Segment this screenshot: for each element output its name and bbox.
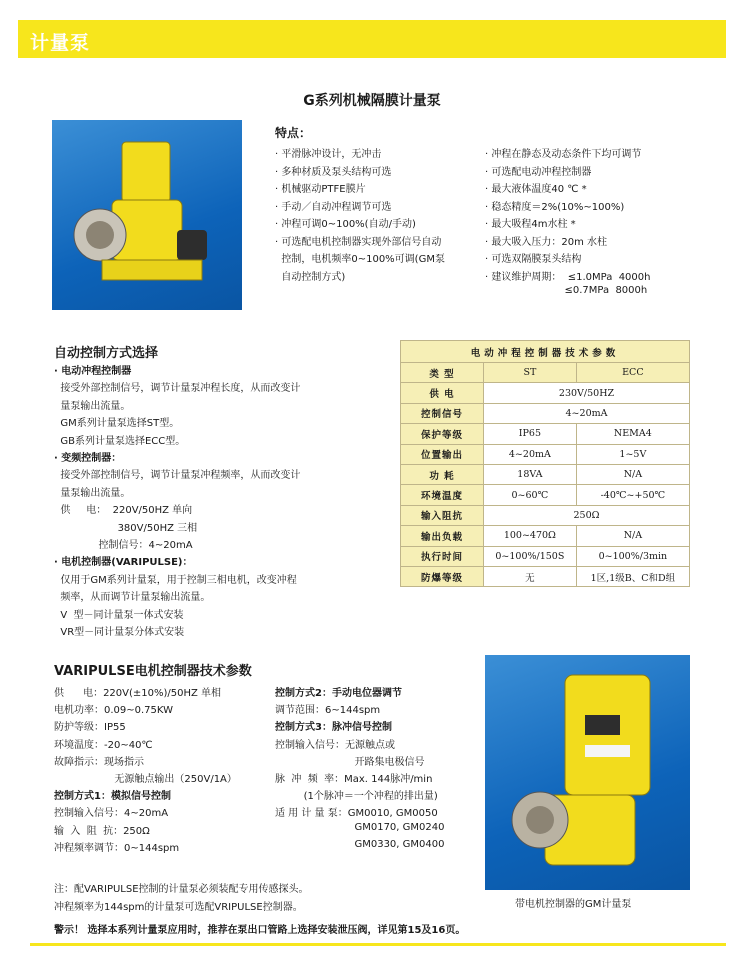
feat-right-line: ≤0.7MPa 8000h: [485, 285, 648, 296]
spec-cell: 18VA: [484, 464, 577, 484]
auto-lines-line: 控制信号：4~20mA: [54, 540, 193, 551]
spec-cell: 供 电: [401, 383, 484, 403]
auto-lines-line: 380V/50HZ 三相: [54, 522, 198, 534]
spec-cell: N/A: [576, 526, 689, 546]
feat-left-line: 自动控制方式): [275, 271, 346, 283]
spec-cell: 100~470Ω: [484, 526, 577, 546]
spec-cell: 0~100%/150S: [484, 546, 577, 566]
warning-text: 警示！ 选择本系列计量泵应用时，推荐在泵出口管路上选择安装泄压阀，详见第15及16页。: [54, 925, 466, 936]
spec-table-title: 电动冲程控制器技术参数: [401, 341, 690, 363]
spec-cell: 230V/50HZ: [484, 383, 690, 403]
vp-right-line: 控制方式3：脉冲信号控制: [275, 722, 392, 734]
vp-left-line: 无源触点输出（250V/1A）: [54, 774, 237, 785]
spec-cell: IP65: [484, 424, 577, 444]
spec-cell: 执行时间: [401, 546, 484, 566]
spec-table-body: [401, 383, 690, 587]
feat-left-line: · 手动／自动冲程调节可选: [275, 201, 392, 213]
spec-cell: 0~60℃: [484, 485, 577, 505]
header-bar: [18, 20, 726, 58]
spec-cell: 保护等级: [401, 424, 484, 444]
spec-row: [401, 546, 690, 566]
feat-right-line: · 最大液体温度40 ℃ *: [485, 184, 587, 195]
spec-cell: 控制信号: [401, 403, 484, 423]
spec-cell: 250Ω: [484, 505, 690, 525]
spec-row: [401, 526, 690, 546]
vp-left-line: 防护等级：IP55: [54, 722, 126, 734]
feat-left-line: · 可选配电机控制器实现外部信号自动: [275, 236, 442, 248]
feat-right-line: · 建议维护周期： ≤1.0MPa 4000h: [485, 271, 651, 283]
auto-lines-line: · 电机控制器(VARIPULSE)：: [54, 557, 193, 569]
feat-right-line: · 可选双隔膜泵头结构: [485, 254, 582, 265]
spec-row: [401, 424, 690, 444]
feat-right-line: · 可选配电动冲程控制器: [485, 166, 592, 178]
spec-cell: -40℃~+50℃: [576, 485, 689, 505]
feat-left-line: · 平滑脉冲设计，无冲击: [275, 149, 382, 160]
vp-right-line: 控制方式2：手动电位器调节: [275, 688, 402, 699]
auto-lines-line: 接受外部控制信号，调节计量泵冲程频率，从而改变计: [54, 470, 301, 482]
vp-left-line: 输 入 阻 抗：250Ω: [54, 825, 150, 837]
feat-left-line: · 冲程可调0~100%(自动/手动): [275, 219, 416, 230]
spec-row: [401, 505, 690, 525]
auto-lines-line: · 电动冲程控制器: [54, 366, 132, 377]
auto-control-heading: 自动控制方式选择: [54, 346, 159, 361]
spec-row: [401, 566, 690, 586]
pump-photo: [52, 120, 242, 310]
spec-cell: 防爆等级: [401, 566, 484, 586]
auto-lines-line: 接受外部控制信号，调节计量泵冲程长度，从而改变计: [54, 383, 301, 395]
spec-cell: NEMA4: [576, 424, 689, 444]
spec-header-type: 类 型: [401, 363, 484, 383]
feat-left-line: 控制，电机频率0~100%可调(GM泵: [275, 254, 445, 265]
spec-cell: 无: [484, 566, 577, 586]
auto-lines-line: 量泵输出流量。: [54, 400, 131, 412]
pump-controller-photo: [485, 655, 690, 890]
vp-left-line: 环境温度：-20~40℃: [54, 739, 153, 751]
feat-left-line: · 多种材质及泵头结构可选: [275, 166, 392, 178]
feat-right-line: · 稳态精度＝2%(10%~100%): [485, 201, 625, 213]
header-title: 计量泵: [30, 32, 91, 54]
note-line-2: 冲程频率为144spm的计量泵可选配VRIPULSE控制器。: [54, 902, 303, 913]
spec-cell: 功 耗: [401, 464, 484, 484]
auto-lines-line: GM系列计量泵选择ST型。: [54, 418, 180, 430]
auto-lines-line: 量泵输出流量。: [54, 487, 131, 499]
spec-cell: 1区,1级B、C和D组: [576, 566, 689, 586]
spec-cell: 输出负载: [401, 526, 484, 546]
spec-cell: N/A: [576, 464, 689, 484]
feat-right-line: · 冲程在静态及动态条件下均可调节: [485, 149, 642, 160]
vp-left-line: 冲程频率调节：0~144spm: [54, 842, 180, 854]
feat-left-line: · 机械驱动PTFE膜片: [275, 184, 366, 195]
vp-right-line: 开路集电极信号: [275, 756, 425, 768]
auto-lines-line: · 变频控制器：: [54, 453, 122, 464]
spec-row: [401, 464, 690, 484]
spec-cell: 位置输出: [401, 444, 484, 464]
spec-row: [401, 485, 690, 505]
spec-cell: 环境温度: [401, 485, 484, 505]
varipulse-heading: VARIPULSE电机控制器技术参数: [54, 664, 252, 679]
spec-table: [400, 340, 690, 587]
vp-right-line: GM0330, GM0400: [275, 838, 445, 850]
vp-left-line: 控制输入信号：4~20mA: [54, 808, 169, 820]
pump-controller-image: [485, 655, 690, 890]
spec-header-ecc: ECC: [576, 363, 689, 383]
pump-image: [52, 120, 242, 310]
spec-row: [401, 383, 690, 403]
spec-row: [401, 403, 690, 423]
vp-left-line: 故障指示：现场指示: [54, 756, 144, 768]
note-line-1: 注：配VARIPULSE控制的计量泵必须装配专用传感探头。: [54, 884, 309, 895]
vp-right-line: 控制输入信号：无源触点或: [275, 739, 395, 751]
spec-header-st: ST: [484, 363, 577, 383]
vp-left-line: 电机功率：0.09~0.75KW: [54, 705, 173, 717]
vp-right-line: 调节范围：6~144spm: [275, 705, 381, 717]
auto-lines-line: V 型－同计量泵一体式安装: [54, 609, 184, 621]
auto-lines-line: 仅用于GM系列计量泵，用于控制三相电机，改变冲程: [54, 574, 297, 586]
spec-row: [401, 444, 690, 464]
auto-lines-line: 供 电： 220V/50HZ 单向: [54, 505, 193, 517]
feat-right-line: · 最大吸程4m水柱 *: [485, 219, 576, 230]
vp-right-line: 脉 冲 频 率：Max. 144脉冲/min: [275, 774, 433, 785]
footer-bar: [30, 943, 726, 946]
auto-lines-line: GB系列计量泵选择ECC型。: [54, 435, 186, 447]
spec-cell: 4~20mA: [484, 444, 577, 464]
vp-right-line: 适 用 计 量 泵：GM0010, GM0050: [275, 808, 438, 820]
spec-cell: 输入阻抗: [401, 505, 484, 525]
features-heading: 特点：: [275, 126, 312, 140]
auto-lines-line: VR型－同计量泵分体式安装: [54, 627, 185, 638]
photo-caption: 带电机控制器的GM计量泵: [515, 899, 632, 910]
feat-right-line: · 最大吸入压力：20m 水柱: [485, 236, 608, 248]
auto-lines-line: 频率，从而调节计量泵输出流量。: [54, 592, 211, 604]
spec-cell: 4~20mA: [484, 403, 690, 423]
vp-right-line: GM0170, GM0240: [275, 821, 445, 833]
spec-cell: 1~5V: [576, 444, 689, 464]
vp-right-line: (1个脉冲＝一个冲程的排出量): [275, 791, 438, 803]
vp-left-line: 控制方式1：模拟信号控制: [54, 791, 171, 803]
spec-cell: 0~100%/3min: [576, 546, 689, 566]
vp-left-line: 供 电：220V(±10%)/50HZ 单相: [54, 688, 222, 699]
page-subtitle: G系列机械隔膜计量泵: [303, 93, 441, 109]
